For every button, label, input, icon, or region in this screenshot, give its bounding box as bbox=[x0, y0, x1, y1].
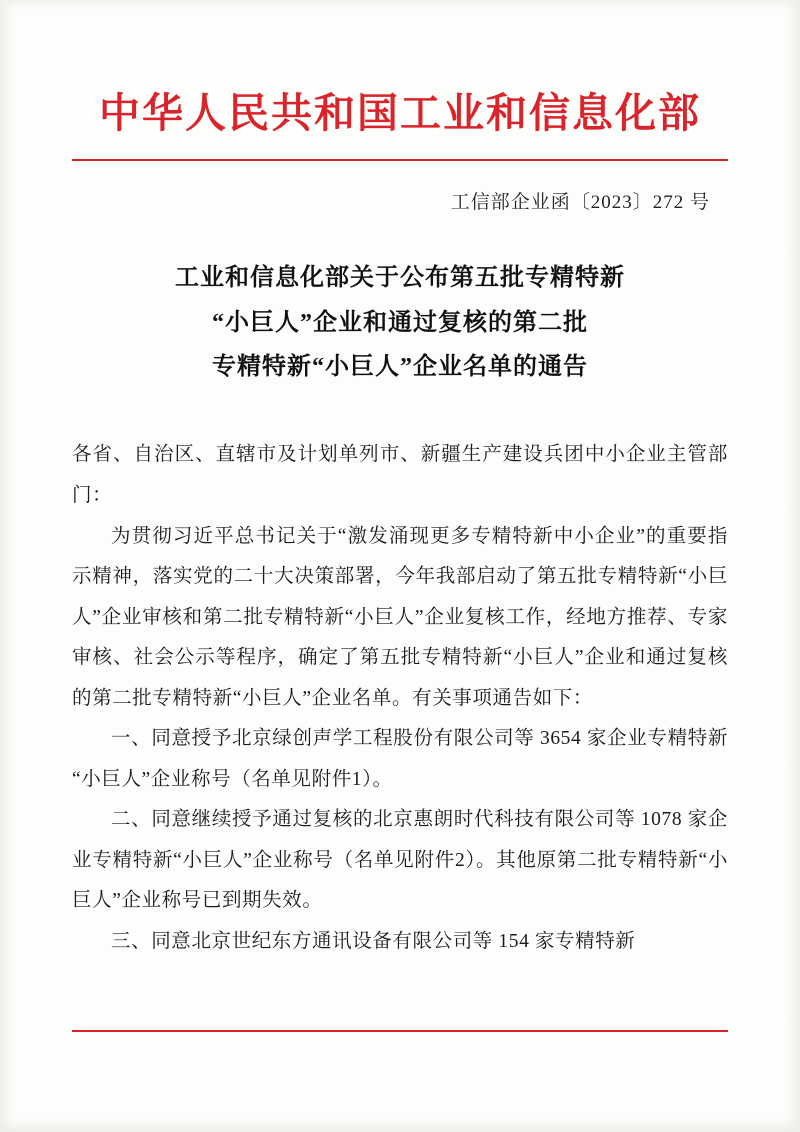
document-body bbox=[72, 435, 728, 962]
paragraph-addressee: 各省、自治区、直辖市及计划单列市、新疆生产建设兵团中小企业主管部门： bbox=[72, 444, 728, 506]
masthead-divider bbox=[72, 159, 728, 161]
document-title-line-2: “小巨人”企业和通过复核的第二批 bbox=[212, 309, 588, 336]
paper-edge-right bbox=[784, 0, 800, 1132]
document-title-line-1: 工业和信息化部关于公布第五批专精特新 bbox=[175, 265, 625, 292]
issuing-authority-title: 中华人民共和国工业和信息化部 bbox=[99, 90, 701, 136]
paragraph-item-2: 二、同意继续授予通过复核的北京惠朗时代科技有限公司等 1078 家企业专精特新“小巨人”企业称号（名单见附件2）。其他原第二批专精特新“小巨人”企业称号已到期失效。 bbox=[72, 809, 728, 912]
paragraph-background: 为贯彻习近平总书记关于“激发涌现更多专精特新中小企业”的重要指示精神，落实党的二十大决策部署，今年我部启动了第五批专精特新“小巨人”企业审核和第二批专精特新“小巨人”企业复核工作，经地方推荐、专家审核、社会公示等程序，确定了第五批专精特新“小巨人”企业和通过复核的第二批专精特新“小巨人”企业名单。有关事项通告如下： bbox=[72, 525, 728, 709]
document-title bbox=[72, 256, 728, 389]
masthead bbox=[72, 0, 728, 161]
paper-edge-bottom bbox=[0, 1118, 800, 1132]
document-number-row bbox=[72, 187, 728, 214]
paragraph-item-3: 三、同意北京世纪东方通讯设备有限公司等 154 家专精特新 bbox=[111, 930, 636, 952]
paper-edge-left bbox=[0, 0, 14, 1132]
paragraph-item-1: 一、同意授予北京绿创声学工程股份有限公司等 3654 家企业专精特新“小巨人”企业称号（名单见附件1）。 bbox=[72, 728, 728, 790]
footer-divider bbox=[72, 1030, 728, 1032]
document-number: 工信部企业函〔2023〕272 号 bbox=[450, 192, 710, 214]
document-title-line-3: 专精特新“小巨人”企业名单的通告 bbox=[212, 354, 588, 381]
